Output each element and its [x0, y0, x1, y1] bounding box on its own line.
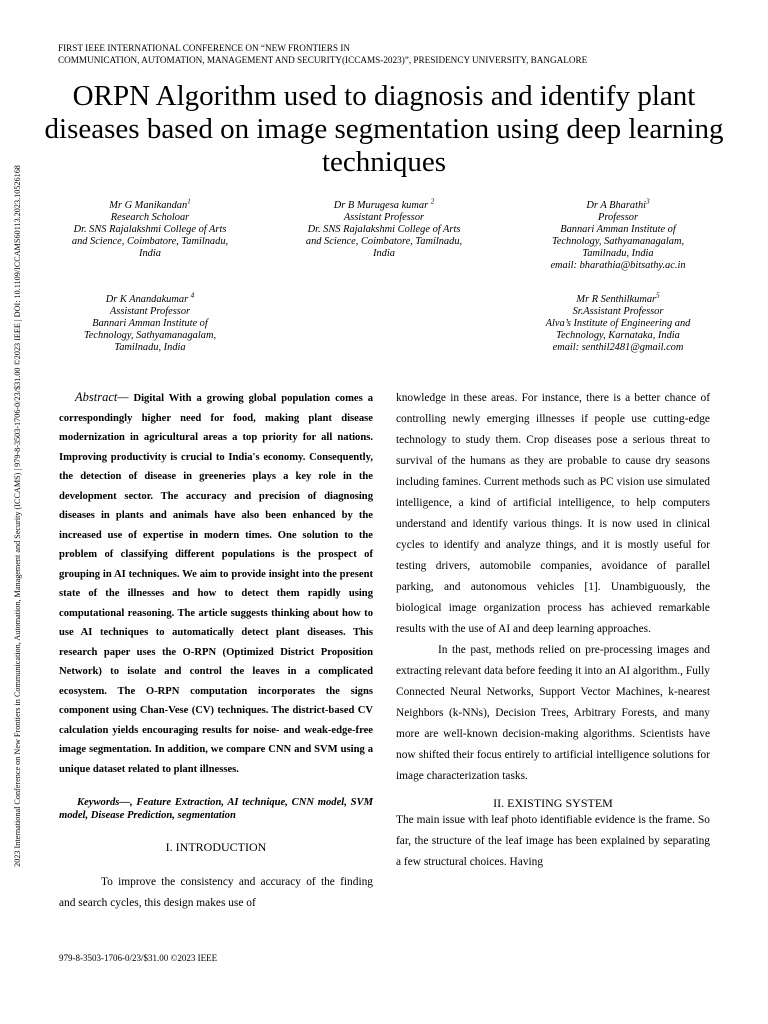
right-column [396, 388, 710, 873]
author-block [292, 197, 476, 260]
keywords: Keywords—, Feature Extraction, AI technique, CNN model, SVM model, Disease Prediction, segmentation [59, 797, 373, 821]
abstract [59, 388, 373, 779]
author-affiliation: Tamilnadu, India [114, 342, 186, 353]
author-affiliation: Bannari Amman Institute of [560, 224, 676, 235]
doi-sidebar [8, 100, 26, 932]
conference-line-2: COMMUNICATION, AUTOMATION, MANAGEMENT AND SECURITY(ICCAMS-2023)”, PRESIDENCY UNIVERSITY, BANGALORE [58, 55, 588, 65]
author-affiliation: Sr.Assistant Professor [572, 306, 664, 317]
paper-title: ORPN Algorithm used to diagnosis and identify plant diseases based on image segmentation using deep learning techniques [44, 80, 724, 178]
section-heading-introduction: I. INTRODUCTION [165, 840, 267, 854]
author-affiliation: Bannari Amman Institute of [92, 318, 208, 329]
author-affiliation: Assistant Professor [109, 306, 191, 317]
section-heading-existing-system: II. EXISTING SYSTEM [493, 796, 613, 810]
conference-header [58, 42, 718, 66]
introduction-paragraph: To improve the consistency and accuracy of the finding and search cycles, this design makes use of [59, 876, 373, 909]
body-paragraph: knowledge in these areas. For instance, there is a better chance of controlling newly emerging illnesses if people use cutting-edge technology to study them. Crop diseases pose a serious threat to survival of the humans as they are probable to cause dry seasons including famines. Current methods such as PC vision use simulated intelligence, a kind of artificial intelligence, to help computers understand and identify various things. It is now used in clinical cycles to identify and analyze things, and it is mostly useful for testing drivers, automobile companies, avoidance of parallel parking, and autonomous vehicles [1]. Unambiguously, the biological image organization process has achieved remarkable results with the use of AI and deep learning approaches. [396, 392, 710, 635]
author-affiliation: Technology, Sathyamanagalam, [83, 330, 217, 341]
author-name: Dr B Murugesa kumar $^2$ [333, 197, 435, 211]
author-affiliation: Assistant Professor [343, 212, 425, 223]
author-block [58, 291, 242, 354]
author-block [58, 197, 242, 260]
author-affiliation: Dr. SNS Rajalakshmi College of Arts [73, 224, 227, 235]
author-email: email: senthil2481@gmail.com [552, 342, 684, 353]
author-affiliation: and Science, Coimbatore, Tamilnadu, [305, 236, 463, 247]
author-affiliation: and Science, Coimbatore, Tamilnadu, [71, 236, 229, 247]
author-email: email: bharathia@bitsathy.ac.in [550, 260, 686, 271]
author-affiliation: Research Scholoar [110, 212, 190, 223]
author-block [526, 197, 710, 272]
author-name: Mr R Senthilkumar$^5$ [576, 291, 660, 305]
author-affiliation: Technology, Sathyamanagalam, [551, 236, 685, 247]
body-paragraph: In the past, methods relied on pre-processing images and extracting relevant data before feeding it into an AI algorithm., Fully Connected Neural Networks, Support Vector Machines, k-nearest Neighbors (k-NNs), Decision Trees, Arbitrary Forests, and many more are well-known decision-making algorithms. Scientists have now shifted their focus entirely to artificial intelligence solutions for image characterization tasks. [396, 644, 710, 782]
doi-text: 2023 International Conference on New Frontiers in Communication, Automation, Management and Security (ICCAMS) | 979-8-3503-1706-0/23/$31.00 ©2023 IEEE | DOI: 10.1109/ICCAMS60113.2023.10526168 [13, 165, 22, 867]
author-affiliation: India [373, 248, 395, 259]
author-block [526, 291, 710, 354]
author-name: Dr K Anandakumar $^4$ [105, 291, 195, 305]
author-name: Mr G Manikandan$^1$ [109, 197, 191, 211]
left-column [59, 388, 373, 914]
author-affiliation: Tamilnadu, India [582, 248, 654, 259]
conference-line-1: FIRST IEEE INTERNATIONAL CONFERENCE ON “NEW FRONTIERS IN [58, 43, 351, 53]
author-affiliation: Dr. SNS Rajalakshmi College of Arts [307, 224, 461, 235]
abstract-text: Digital With a growing global population comes a correspondingly higher need for food, making plant disease modernization in agricultural areas a top priority for all nations. Improving productivity is crucial to India's economy. Consequently, the detection of disease in greeneries plays a key role in the development sector. The accuracy and precision of diagnosing diseases in plants and animals have also been enhanced by the increased use of expertise in modern times. One solution to the problem of classifying different populations is the prospect of grouping in AI techniques. We aim to provide insight into the present state of the illnesses and how to detect them rapidly using computational reasoning. The article suggests thinking about how to use AI techniques to automatically detect plant diseases. This research paper uses the O-RPN (Optimized District Proposition Network) to isolate and control the leaves in a complicated ecosystem. The O-RPN computation incorporates the signs component using Chan-Vese (CV) techniques. The district-based CV calculation yields encouraging results for noise- and weak-edge-free image segmentation. In addition, we compare CNN and SVM using a unique dataset related to plant illnesses. [59, 393, 373, 775]
footer-copyright: 979-8-3503-1706-0/23/$31.00 ©2023 IEEE [59, 953, 218, 963]
author-name: Dr A Bharathi$^3$ [586, 197, 650, 211]
abstract-label: Abstract— [75, 390, 129, 404]
author-affiliation: Technology, Karnataka, India [556, 330, 680, 341]
author-affiliation: Alva’s Institute of Engineering and [545, 318, 691, 329]
author-affiliation: Professor [597, 212, 639, 223]
author-affiliation: India [139, 248, 161, 259]
body-paragraph: The main issue with leaf photo identifiable evidence is the frame. So far, the structure of the leaf image has been explained by separating a few structural choices. Having [396, 814, 710, 868]
